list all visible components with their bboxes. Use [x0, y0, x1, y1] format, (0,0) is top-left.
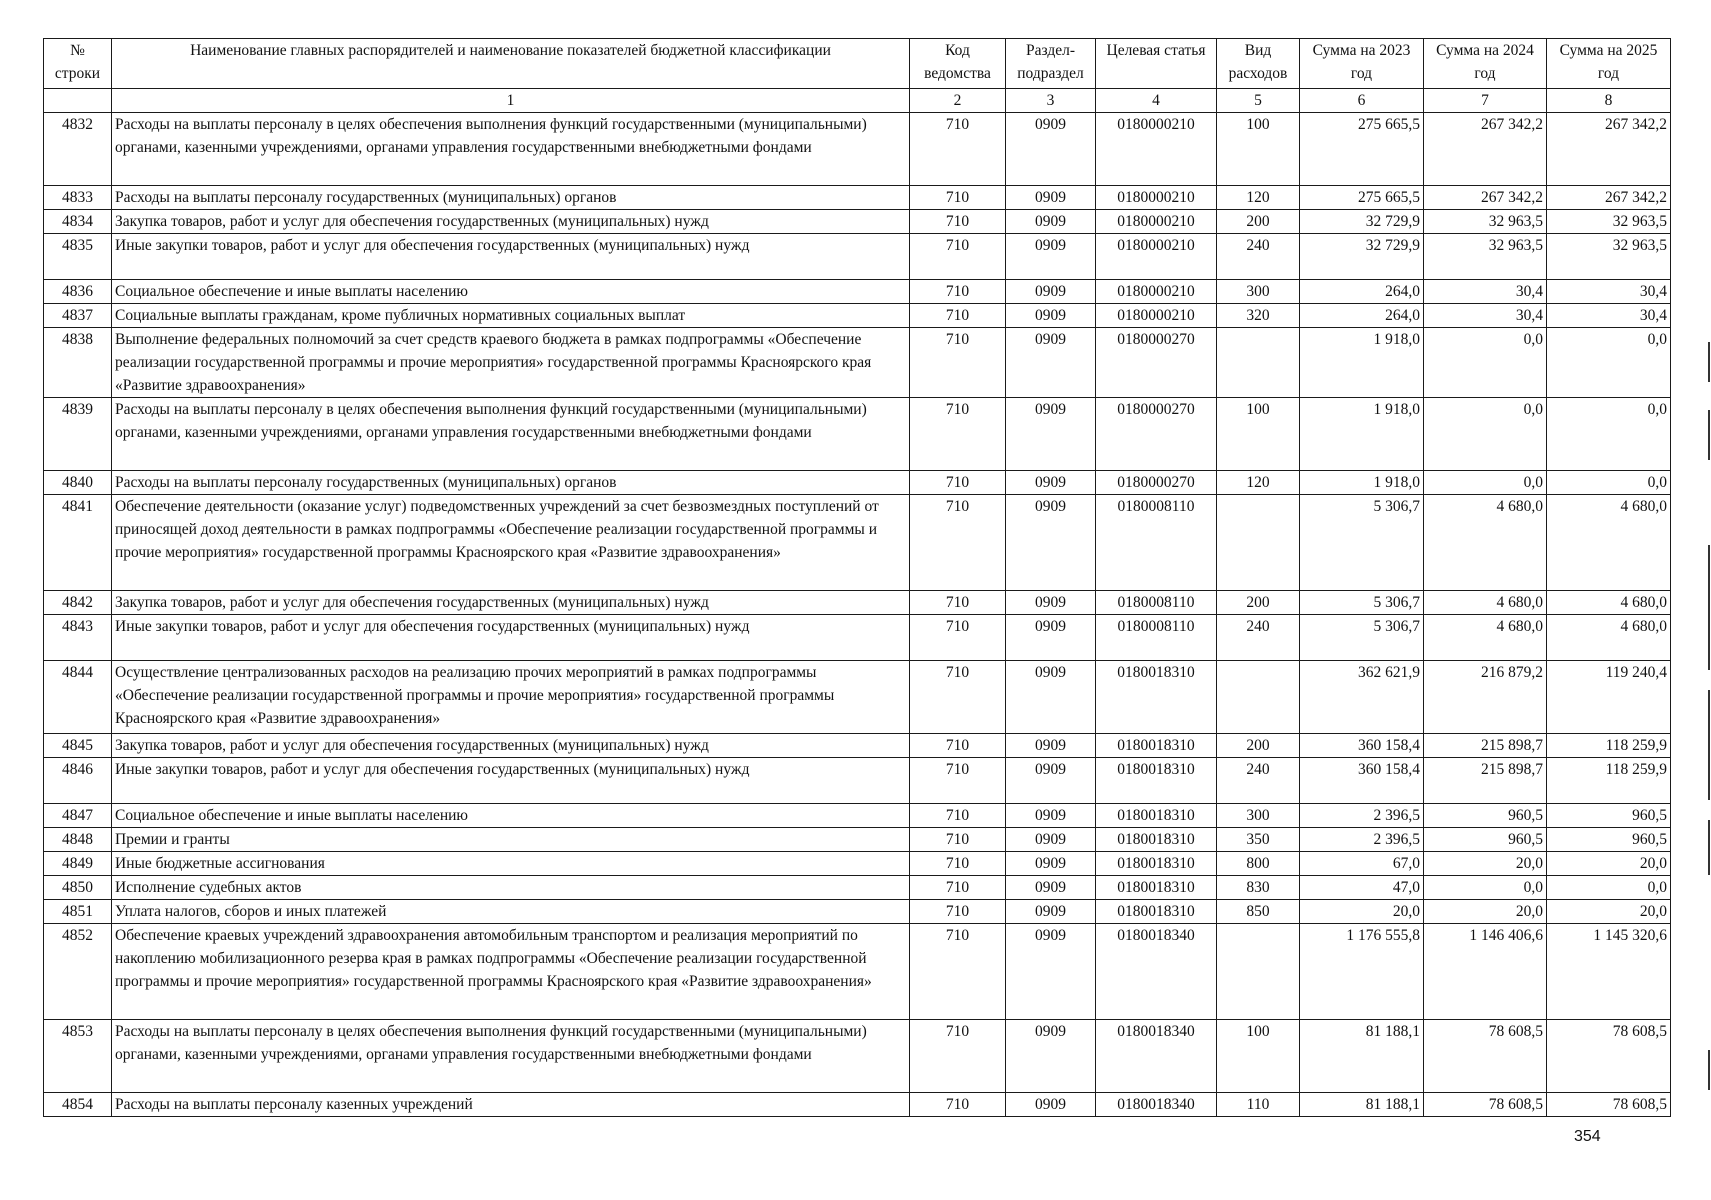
- row-sum-2024: 30,4: [1424, 304, 1547, 328]
- row-vid: 100: [1217, 1020, 1300, 1093]
- col-header-vid: Вид расходов: [1217, 39, 1300, 89]
- col-header-razdel: Раздел-подраздел: [1006, 39, 1096, 89]
- table-row: [44, 591, 1671, 615]
- row-name: Обеспечение деятельности (оказание услуг) подведомственных учреждений за счет безвозмездных поступлений от приносящей доход деятельности в рамках подпрограммы «Обеспечение реализации государственной программы и прочие мероприятия» государственной программы Красноярского края «Развитие здравоохранения»: [112, 495, 910, 591]
- margin-mark: [1708, 690, 1710, 800]
- row-sum-2023: 5 306,7: [1300, 591, 1424, 615]
- row-sum-2023: 275 665,5: [1300, 113, 1424, 186]
- row-razdel: 0909: [1006, 924, 1096, 1020]
- table-row: [44, 828, 1671, 852]
- row-sum-2024: 960,5: [1424, 828, 1547, 852]
- row-cel: 0180000210: [1096, 280, 1217, 304]
- row-cel: 0180018340: [1096, 1020, 1217, 1093]
- row-sum-2024: 1 146 406,6: [1424, 924, 1547, 1020]
- row-cel: 0180000210: [1096, 113, 1217, 186]
- row-sum-2024: 216 879,2: [1424, 661, 1547, 734]
- row-sum-2025: 30,4: [1547, 304, 1671, 328]
- row-number: 4850: [44, 876, 112, 900]
- row-sum-2025: 78 608,5: [1547, 1093, 1671, 1117]
- table-row: [44, 471, 1671, 495]
- row-name: Социальные выплаты гражданам, кроме публичных нормативных социальных выплат: [112, 304, 910, 328]
- row-number: 4841: [44, 495, 112, 591]
- row-cel: 0180008110: [1096, 495, 1217, 591]
- row-ved: 710: [910, 804, 1006, 828]
- row-sum-2025: 119 240,4: [1547, 661, 1671, 734]
- row-sum-2023: 1 918,0: [1300, 328, 1424, 398]
- row-razdel: 0909: [1006, 495, 1096, 591]
- row-number: 4845: [44, 734, 112, 758]
- row-ved: 710: [910, 852, 1006, 876]
- row-sum-2025: 267 342,2: [1547, 113, 1671, 186]
- row-vid: 800: [1217, 852, 1300, 876]
- row-razdel: 0909: [1006, 591, 1096, 615]
- row-number: 4834: [44, 210, 112, 234]
- row-ved: 710: [910, 471, 1006, 495]
- row-sum-2023: 47,0: [1300, 876, 1424, 900]
- row-sum-2025: 0,0: [1547, 876, 1671, 900]
- row-sum-2024: 4 680,0: [1424, 591, 1547, 615]
- row-razdel: 0909: [1006, 471, 1096, 495]
- row-sum-2023: 67,0: [1300, 852, 1424, 876]
- row-number: 4843: [44, 615, 112, 661]
- row-name: Обеспечение краевых учреждений здравоохранения автомобильным транспортом и реализация мероприятий по накоплению мобилизационного резерва края в рамках подпрограммы «Обеспечение реализации государственной программы и прочие мероприятия» государственной программы Красноярского края «Развитие здравоохранения»: [112, 924, 910, 1020]
- table-row: [44, 495, 1671, 591]
- row-number: 4837: [44, 304, 112, 328]
- budget-table: [43, 38, 1671, 1117]
- row-ved: 710: [910, 328, 1006, 398]
- col-number: 6: [1300, 89, 1424, 113]
- row-razdel: 0909: [1006, 398, 1096, 471]
- row-cel: 0180000210: [1096, 210, 1217, 234]
- row-ved: 710: [910, 734, 1006, 758]
- row-razdel: 0909: [1006, 304, 1096, 328]
- row-razdel: 0909: [1006, 210, 1096, 234]
- row-razdel: 0909: [1006, 1093, 1096, 1117]
- table-row: [44, 186, 1671, 210]
- row-sum-2023: 275 665,5: [1300, 186, 1424, 210]
- row-sum-2023: 360 158,4: [1300, 758, 1424, 804]
- row-vid: 300: [1217, 804, 1300, 828]
- row-number: 4844: [44, 661, 112, 734]
- row-name: Расходы на выплаты персоналу государственных (муниципальных) органов: [112, 186, 910, 210]
- row-sum-2025: 0,0: [1547, 471, 1671, 495]
- row-sum-2025: 4 680,0: [1547, 591, 1671, 615]
- row-name: Расходы на выплаты персоналу в целях обеспечения выполнения функций государственными (муниципальными) органами, казенными учреждениями, органами управления государственными внебюджетными фондами: [112, 1020, 910, 1093]
- row-sum-2025: 20,0: [1547, 900, 1671, 924]
- row-ved: 710: [910, 113, 1006, 186]
- row-sum-2024: 20,0: [1424, 900, 1547, 924]
- row-vid: 830: [1217, 876, 1300, 900]
- row-sum-2023: 1 918,0: [1300, 471, 1424, 495]
- row-sum-2024: 78 608,5: [1424, 1020, 1547, 1093]
- row-vid: 300: [1217, 280, 1300, 304]
- row-razdel: 0909: [1006, 280, 1096, 304]
- row-vid: [1217, 495, 1300, 591]
- row-sum-2024: 960,5: [1424, 804, 1547, 828]
- row-sum-2023: 360 158,4: [1300, 734, 1424, 758]
- row-sum-2025: 4 680,0: [1547, 615, 1671, 661]
- col-number: [44, 89, 112, 113]
- table-row: [44, 304, 1671, 328]
- col-header-cel: Целевая статья: [1096, 39, 1217, 89]
- row-name: Осуществление централизованных расходов на реализацию прочих мероприятий в рамках подпрограммы «Обеспечение реализации государственной программы и прочие мероприятия» государственной программы Красноярского края «Развитие здравоохранения»: [112, 661, 910, 734]
- row-cel: 0180000270: [1096, 471, 1217, 495]
- row-sum-2025: 118 259,9: [1547, 734, 1671, 758]
- page-number: 354: [1574, 1128, 1601, 1145]
- row-vid: [1217, 661, 1300, 734]
- row-vid: 200: [1217, 210, 1300, 234]
- header-numbers-row: [44, 89, 1671, 113]
- row-ved: 710: [910, 615, 1006, 661]
- row-sum-2024: 4 680,0: [1424, 615, 1547, 661]
- row-sum-2024: 32 963,5: [1424, 210, 1547, 234]
- col-number: 5: [1217, 89, 1300, 113]
- row-number: 4846: [44, 758, 112, 804]
- row-sum-2023: 2 396,5: [1300, 828, 1424, 852]
- col-number: 7: [1424, 89, 1547, 113]
- row-razdel: 0909: [1006, 1020, 1096, 1093]
- row-razdel: 0909: [1006, 828, 1096, 852]
- row-number: 4848: [44, 828, 112, 852]
- col-header-sum-2023: Сумма на 2023 год: [1300, 39, 1424, 89]
- table-row: [44, 328, 1671, 398]
- row-cel: 0180018310: [1096, 900, 1217, 924]
- row-vid: 200: [1217, 734, 1300, 758]
- row-sum-2024: 267 342,2: [1424, 186, 1547, 210]
- row-razdel: 0909: [1006, 734, 1096, 758]
- row-sum-2024: 78 608,5: [1424, 1093, 1547, 1117]
- col-header-ved: Код ведомства: [910, 39, 1006, 89]
- row-sum-2025: 960,5: [1547, 828, 1671, 852]
- row-ved: 710: [910, 900, 1006, 924]
- table-row: [44, 758, 1671, 804]
- row-sum-2025: 32 963,5: [1547, 210, 1671, 234]
- row-sum-2023: 264,0: [1300, 304, 1424, 328]
- row-name: Иные закупки товаров, работ и услуг для обеспечения государственных (муниципальных) нужд: [112, 758, 910, 804]
- row-vid: 120: [1217, 186, 1300, 210]
- row-cel: 0180008110: [1096, 591, 1217, 615]
- row-ved: 710: [910, 280, 1006, 304]
- row-sum-2023: 362 621,9: [1300, 661, 1424, 734]
- col-number: 2: [910, 89, 1006, 113]
- row-name: Расходы на выплаты персоналу в целях обеспечения выполнения функций государственными (муниципальными) органами, казенными учреждениями, органами управления государственными внебюджетными фондами: [112, 398, 910, 471]
- table-row: [44, 398, 1671, 471]
- row-vid: 350: [1217, 828, 1300, 852]
- table-row: [44, 876, 1671, 900]
- row-sum-2023: 1 918,0: [1300, 398, 1424, 471]
- row-vid: 100: [1217, 113, 1300, 186]
- row-sum-2025: 20,0: [1547, 852, 1671, 876]
- header-row: [44, 39, 1671, 89]
- row-vid: 110: [1217, 1093, 1300, 1117]
- row-razdel: 0909: [1006, 758, 1096, 804]
- row-name: Расходы на выплаты персоналу в целях обеспечения выполнения функций государственными (муниципальными) органами, казенными учреждениями, органами управления государственными внебюджетными фондами: [112, 113, 910, 186]
- row-number: 4838: [44, 328, 112, 398]
- row-razdel: 0909: [1006, 113, 1096, 186]
- row-razdel: 0909: [1006, 328, 1096, 398]
- row-sum-2024: 32 963,5: [1424, 234, 1547, 280]
- row-cel: 0180018310: [1096, 876, 1217, 900]
- row-ved: 710: [910, 1020, 1006, 1093]
- row-ved: 710: [910, 591, 1006, 615]
- row-name: Расходы на выплаты персоналу государственных (муниципальных) органов: [112, 471, 910, 495]
- row-cel: 0180018340: [1096, 1093, 1217, 1117]
- row-sum-2025: 960,5: [1547, 804, 1671, 828]
- row-sum-2025: 78 608,5: [1547, 1020, 1671, 1093]
- row-name: Социальное обеспечение и иные выплаты населению: [112, 280, 910, 304]
- row-number: 4832: [44, 113, 112, 186]
- row-sum-2023: 5 306,7: [1300, 615, 1424, 661]
- table-row: [44, 734, 1671, 758]
- row-cel: 0180018310: [1096, 734, 1217, 758]
- col-number: 8: [1547, 89, 1671, 113]
- col-number: 3: [1006, 89, 1096, 113]
- row-razdel: 0909: [1006, 186, 1096, 210]
- row-sum-2023: 5 306,7: [1300, 495, 1424, 591]
- row-sum-2025: 118 259,9: [1547, 758, 1671, 804]
- row-name: Расходы на выплаты персоналу казенных учреждений: [112, 1093, 910, 1117]
- col-header-sum-2024: Сумма на 2024 год: [1424, 39, 1547, 89]
- row-sum-2023: 81 188,1: [1300, 1020, 1424, 1093]
- row-vid: 120: [1217, 471, 1300, 495]
- row-ved: 710: [910, 661, 1006, 734]
- col-header-row-number: № строки: [44, 39, 112, 89]
- row-ved: 710: [910, 210, 1006, 234]
- row-razdel: 0909: [1006, 900, 1096, 924]
- row-cel: 0180000270: [1096, 328, 1217, 398]
- col-number: 1: [112, 89, 910, 113]
- row-cel: 0180000210: [1096, 186, 1217, 210]
- col-header-sum-2025: Сумма на 2025 год: [1547, 39, 1671, 89]
- row-razdel: 0909: [1006, 852, 1096, 876]
- row-ved: 710: [910, 758, 1006, 804]
- row-name: Закупка товаров, работ и услуг для обеспечения государственных (муниципальных) нужд: [112, 734, 910, 758]
- row-sum-2025: 4 680,0: [1547, 495, 1671, 591]
- row-sum-2024: 20,0: [1424, 852, 1547, 876]
- row-sum-2024: 0,0: [1424, 471, 1547, 495]
- row-razdel: 0909: [1006, 615, 1096, 661]
- row-cel: 0180018310: [1096, 661, 1217, 734]
- row-sum-2024: 0,0: [1424, 876, 1547, 900]
- row-sum-2023: 1 176 555,8: [1300, 924, 1424, 1020]
- row-razdel: 0909: [1006, 876, 1096, 900]
- row-vid: 850: [1217, 900, 1300, 924]
- row-number: 4853: [44, 1020, 112, 1093]
- table-row: [44, 113, 1671, 186]
- row-sum-2024: 267 342,2: [1424, 113, 1547, 186]
- row-sum-2025: 1 145 320,6: [1547, 924, 1671, 1020]
- row-cel: 0180008110: [1096, 615, 1217, 661]
- row-name: Выполнение федеральных полномочий за счет средств краевого бюджета в рамках подпрограммы «Обеспечение реализации государственной программы и прочие мероприятия» государственной программы Красноярского края «Развитие здравоохранения»: [112, 328, 910, 398]
- table-row: [44, 280, 1671, 304]
- row-name: Премии и гранты: [112, 828, 910, 852]
- row-number: 4833: [44, 186, 112, 210]
- row-name: Социальное обеспечение и иные выплаты населению: [112, 804, 910, 828]
- row-sum-2024: 0,0: [1424, 328, 1547, 398]
- table-row: [44, 924, 1671, 1020]
- row-sum-2025: 0,0: [1547, 328, 1671, 398]
- row-sum-2023: 81 188,1: [1300, 1093, 1424, 1117]
- row-cel: 0180018310: [1096, 804, 1217, 828]
- row-ved: 710: [910, 234, 1006, 280]
- margin-mark: [1708, 342, 1710, 382]
- row-number: 4847: [44, 804, 112, 828]
- row-sum-2023: 32 729,9: [1300, 210, 1424, 234]
- table-row: [44, 1093, 1671, 1117]
- table-row: [44, 1020, 1671, 1093]
- row-vid: [1217, 328, 1300, 398]
- row-name: Иные закупки товаров, работ и услуг для обеспечения государственных (муниципальных) нужд: [112, 234, 910, 280]
- row-sum-2023: 32 729,9: [1300, 234, 1424, 280]
- row-number: 4839: [44, 398, 112, 471]
- row-razdel: 0909: [1006, 234, 1096, 280]
- row-sum-2023: 20,0: [1300, 900, 1424, 924]
- row-vid: [1217, 924, 1300, 1020]
- row-vid: 200: [1217, 591, 1300, 615]
- row-cel: 0180000270: [1096, 398, 1217, 471]
- row-razdel: 0909: [1006, 804, 1096, 828]
- row-name: Исполнение судебных актов: [112, 876, 910, 900]
- table-row: [44, 234, 1671, 280]
- row-number: 4852: [44, 924, 112, 1020]
- row-ved: 710: [910, 495, 1006, 591]
- row-name: Иные бюджетные ассигнования: [112, 852, 910, 876]
- row-name: Закупка товаров, работ и услуг для обеспечения государственных (муниципальных) нужд: [112, 591, 910, 615]
- row-ved: 710: [910, 398, 1006, 471]
- row-number: 4849: [44, 852, 112, 876]
- row-vid: 100: [1217, 398, 1300, 471]
- row-sum-2025: 267 342,2: [1547, 186, 1671, 210]
- table-row: [44, 804, 1671, 828]
- row-sum-2024: 215 898,7: [1424, 758, 1547, 804]
- row-cel: 0180000210: [1096, 304, 1217, 328]
- row-vid: 320: [1217, 304, 1300, 328]
- row-ved: 710: [910, 186, 1006, 210]
- row-cel: 0180000210: [1096, 234, 1217, 280]
- row-ved: 710: [910, 304, 1006, 328]
- row-sum-2024: 4 680,0: [1424, 495, 1547, 591]
- row-vid: 240: [1217, 234, 1300, 280]
- row-number: 4836: [44, 280, 112, 304]
- row-sum-2025: 32 963,5: [1547, 234, 1671, 280]
- row-number: 4842: [44, 591, 112, 615]
- row-ved: 710: [910, 924, 1006, 1020]
- col-header-name: Наименование главных распорядителей и наименование показателей бюджетной классификации: [112, 39, 910, 89]
- row-number: 4851: [44, 900, 112, 924]
- col-number: 4: [1096, 89, 1217, 113]
- row-cel: 0180018310: [1096, 828, 1217, 852]
- row-cel: 0180018310: [1096, 852, 1217, 876]
- margin-mark: [1708, 820, 1710, 875]
- table-row: [44, 661, 1671, 734]
- row-sum-2024: 0,0: [1424, 398, 1547, 471]
- table-row: [44, 900, 1671, 924]
- row-ved: 710: [910, 876, 1006, 900]
- row-name: Закупка товаров, работ и услуг для обеспечения государственных (муниципальных) нужд: [112, 210, 910, 234]
- margin-mark: [1708, 1050, 1710, 1090]
- row-sum-2023: 264,0: [1300, 280, 1424, 304]
- row-ved: 710: [910, 1093, 1006, 1117]
- row-vid: 240: [1217, 758, 1300, 804]
- row-vid: 240: [1217, 615, 1300, 661]
- row-sum-2025: 30,4: [1547, 280, 1671, 304]
- table-row: [44, 615, 1671, 661]
- row-name: Иные закупки товаров, работ и услуг для обеспечения государственных (муниципальных) нужд: [112, 615, 910, 661]
- margin-mark: [1708, 545, 1710, 670]
- row-sum-2023: 2 396,5: [1300, 804, 1424, 828]
- table-row: [44, 210, 1671, 234]
- row-name: Уплата налогов, сборов и иных платежей: [112, 900, 910, 924]
- row-number: 4854: [44, 1093, 112, 1117]
- margin-mark: [1708, 410, 1710, 460]
- row-ved: 710: [910, 828, 1006, 852]
- row-number: 4840: [44, 471, 112, 495]
- row-razdel: 0909: [1006, 661, 1096, 734]
- row-sum-2025: 0,0: [1547, 398, 1671, 471]
- row-number: 4835: [44, 234, 112, 280]
- table-row: [44, 852, 1671, 876]
- row-sum-2024: 215 898,7: [1424, 734, 1547, 758]
- row-cel: 0180018340: [1096, 924, 1217, 1020]
- row-cel: 0180018310: [1096, 758, 1217, 804]
- row-sum-2024: 30,4: [1424, 280, 1547, 304]
